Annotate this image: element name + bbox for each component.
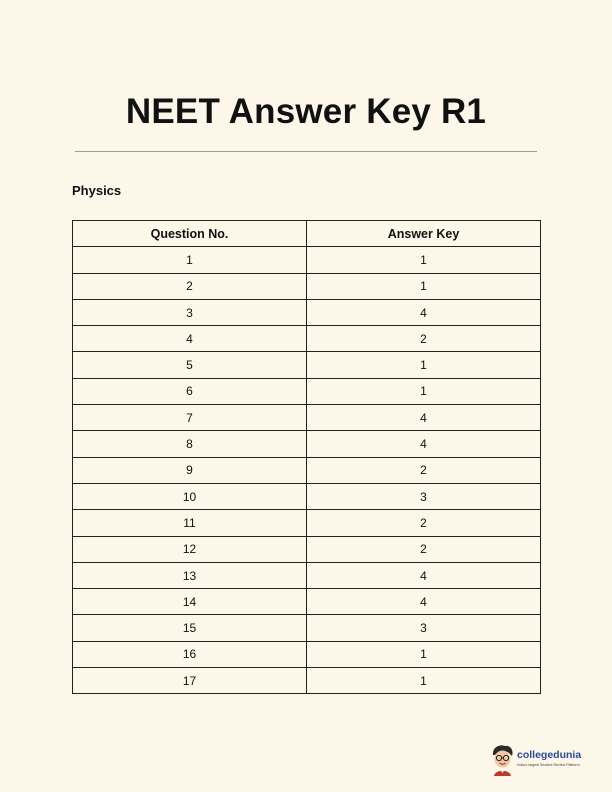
answer-key-table [72,220,541,694]
table-row [73,510,541,536]
answer-key-cell: 1 [307,668,541,694]
table-row [73,247,541,273]
question-number-cell: 16 [73,641,307,667]
table-row [73,273,541,299]
table-row [73,641,541,667]
table-row [73,431,541,457]
table-row [73,562,541,588]
answer-key-cell: 4 [307,562,541,588]
table-header-row [73,221,541,247]
column-header-answer: Answer Key [307,221,541,247]
table-row [73,668,541,694]
collegedunia-logo [489,743,599,779]
table-row [73,457,541,483]
answer-key-cell: 1 [307,247,541,273]
student-mascot-icon [489,743,515,777]
table-row [73,405,541,431]
table-row [73,299,541,325]
question-number-cell: 12 [73,536,307,562]
column-header-question: Question No. [73,221,307,247]
question-number-cell: 17 [73,668,307,694]
answer-key-cell: 1 [307,352,541,378]
question-number-cell: 7 [73,405,307,431]
answer-key-cell: 4 [307,405,541,431]
question-number-cell: 8 [73,431,307,457]
answer-key-cell: 2 [307,326,541,352]
table-row [73,615,541,641]
question-number-cell: 5 [73,352,307,378]
answer-key-cell: 2 [307,510,541,536]
logo-tagline: India's largest Student Review Platform [517,763,580,767]
question-number-cell: 2 [73,273,307,299]
question-number-cell: 11 [73,510,307,536]
answer-key-cell: 1 [307,641,541,667]
logo-wordmark: collegedunia [517,749,582,761]
page-title: NEET Answer Key R1 [125,92,487,131]
question-number-cell: 1 [73,247,307,273]
answer-key-cell: 4 [307,431,541,457]
table-row [73,536,541,562]
title-divider [75,151,537,152]
section-heading: Physics [72,183,122,198]
answer-key-cell: 1 [307,378,541,404]
question-number-cell: 14 [73,589,307,615]
question-number-cell: 10 [73,483,307,509]
answer-key-cell: 3 [307,615,541,641]
answer-key-cell: 4 [307,299,541,325]
table-row [73,589,541,615]
table-body [73,247,541,694]
table-row [73,483,541,509]
answer-key-cell: 1 [307,273,541,299]
question-number-cell: 6 [73,378,307,404]
answer-key-cell: 3 [307,483,541,509]
question-number-cell: 3 [73,299,307,325]
question-number-cell: 4 [73,326,307,352]
question-number-cell: 9 [73,457,307,483]
question-number-cell: 15 [73,615,307,641]
table-row [73,326,541,352]
answer-key-cell: 2 [307,457,541,483]
answer-key-cell: 2 [307,536,541,562]
answer-key-cell: 4 [307,589,541,615]
table-row [73,378,541,404]
table-row [73,352,541,378]
question-number-cell: 13 [73,562,307,588]
